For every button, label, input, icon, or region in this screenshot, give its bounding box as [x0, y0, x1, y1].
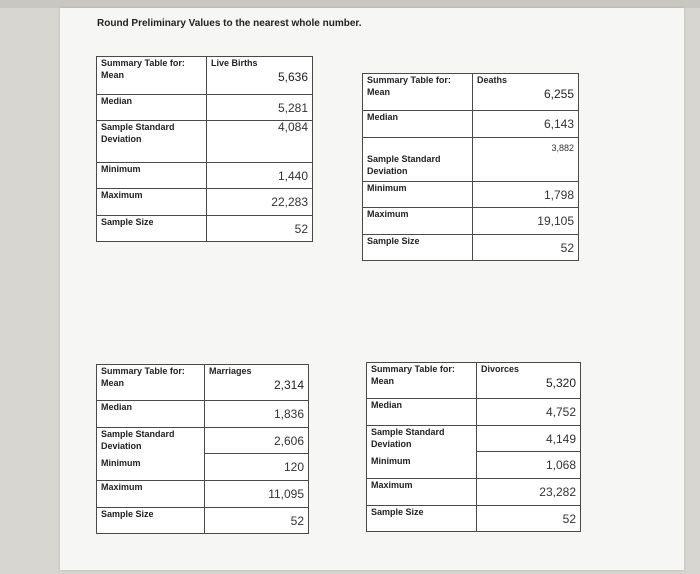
median-value: 6,143	[473, 111, 579, 138]
sd-label-cell	[367, 426, 477, 452]
n-value: 52	[207, 216, 313, 242]
mean-value: 5,320	[545, 376, 576, 390]
n-label: Sample Size	[367, 506, 477, 532]
sd-label-2: Deviation	[101, 134, 142, 144]
summary-table-marriages	[96, 364, 309, 534]
sd-value: 3,882	[473, 138, 579, 182]
median-value: 1,836	[205, 401, 309, 428]
value-column	[473, 74, 579, 111]
min-label: Minimum	[97, 163, 207, 189]
summary-table-deaths	[362, 73, 579, 261]
summary-table-live-births	[96, 56, 313, 242]
median-label: Median	[367, 399, 477, 426]
median-label: Median	[363, 111, 473, 138]
sd-value: 4,084	[207, 121, 313, 163]
n-label: Sample Size	[97, 508, 205, 534]
sd-label-2: Deviation	[371, 439, 412, 449]
sd-label: Sample Standard	[367, 154, 441, 164]
sd-value: 4,149	[477, 426, 581, 452]
header-label: Summary Table for:	[101, 58, 185, 68]
value-column	[205, 365, 309, 401]
sd-label-cell	[97, 428, 205, 454]
min-value: 1,798	[473, 182, 579, 208]
min-value: 120	[205, 454, 309, 481]
header-label: Summary Table for:	[371, 364, 455, 374]
variable-label: Live Births	[211, 58, 258, 68]
max-label: Maximum	[97, 189, 207, 216]
variable-label: Deaths	[477, 75, 508, 85]
max-label: Maximum	[363, 208, 473, 235]
instruction-text: Round Preliminary Values to the nearest whole number.	[97, 18, 362, 29]
sd-label: Sample Standard	[101, 122, 175, 132]
median-value: 4,752	[477, 399, 581, 426]
sd-label-cell	[363, 138, 473, 182]
min-label: Minimum	[97, 454, 205, 481]
max-value: 11,095	[205, 481, 309, 508]
header-label: Summary Table for:	[101, 366, 185, 376]
min-label: Minimum	[367, 452, 477, 479]
sd-label-cell	[97, 121, 207, 163]
median-label: Median	[97, 95, 207, 121]
header-cell	[367, 363, 477, 399]
sd-label-2: Deviation	[367, 166, 408, 176]
n-label: Sample Size	[363, 235, 473, 261]
sd-value: 2,606	[205, 428, 309, 454]
n-value: 52	[205, 508, 309, 534]
mean-value: 6,255	[543, 87, 574, 101]
max-value: 23,282	[477, 479, 581, 506]
median-value: 5,281	[207, 95, 313, 121]
header-cell	[97, 57, 207, 95]
header-cell	[97, 365, 205, 401]
sd-label: Sample Standard	[371, 427, 445, 437]
min-value: 1,440	[207, 163, 313, 189]
max-label: Maximum	[97, 481, 205, 508]
mean-label: Mean	[101, 378, 125, 388]
max-value: 19,105	[473, 208, 579, 235]
max-label: Maximum	[367, 479, 477, 506]
value-column	[477, 363, 581, 399]
max-value: 22,283	[207, 189, 313, 216]
header-label: Summary Table for:	[367, 75, 451, 85]
min-label: Minimum	[363, 182, 473, 208]
value-column	[207, 57, 313, 95]
sd-label-2: Deviation	[101, 441, 142, 451]
median-label: Median	[97, 401, 205, 428]
min-value: 1,068	[477, 452, 581, 479]
n-value: 52	[477, 506, 581, 532]
mean-label: Mean	[101, 70, 125, 80]
background-strip	[0, 0, 700, 8]
header-cell	[363, 74, 473, 111]
mean-label: Mean	[371, 376, 395, 386]
mean-value: 5,636	[277, 70, 308, 84]
variable-label: Divorces	[481, 364, 520, 374]
variable-label: Marriages	[209, 366, 252, 376]
n-value: 52	[473, 235, 579, 261]
mean-label: Mean	[367, 87, 391, 97]
n-label: Sample Size	[97, 216, 207, 242]
summary-table-divorces	[366, 362, 581, 532]
mean-value: 2,314	[273, 378, 304, 392]
sd-label: Sample Standard	[101, 429, 175, 439]
